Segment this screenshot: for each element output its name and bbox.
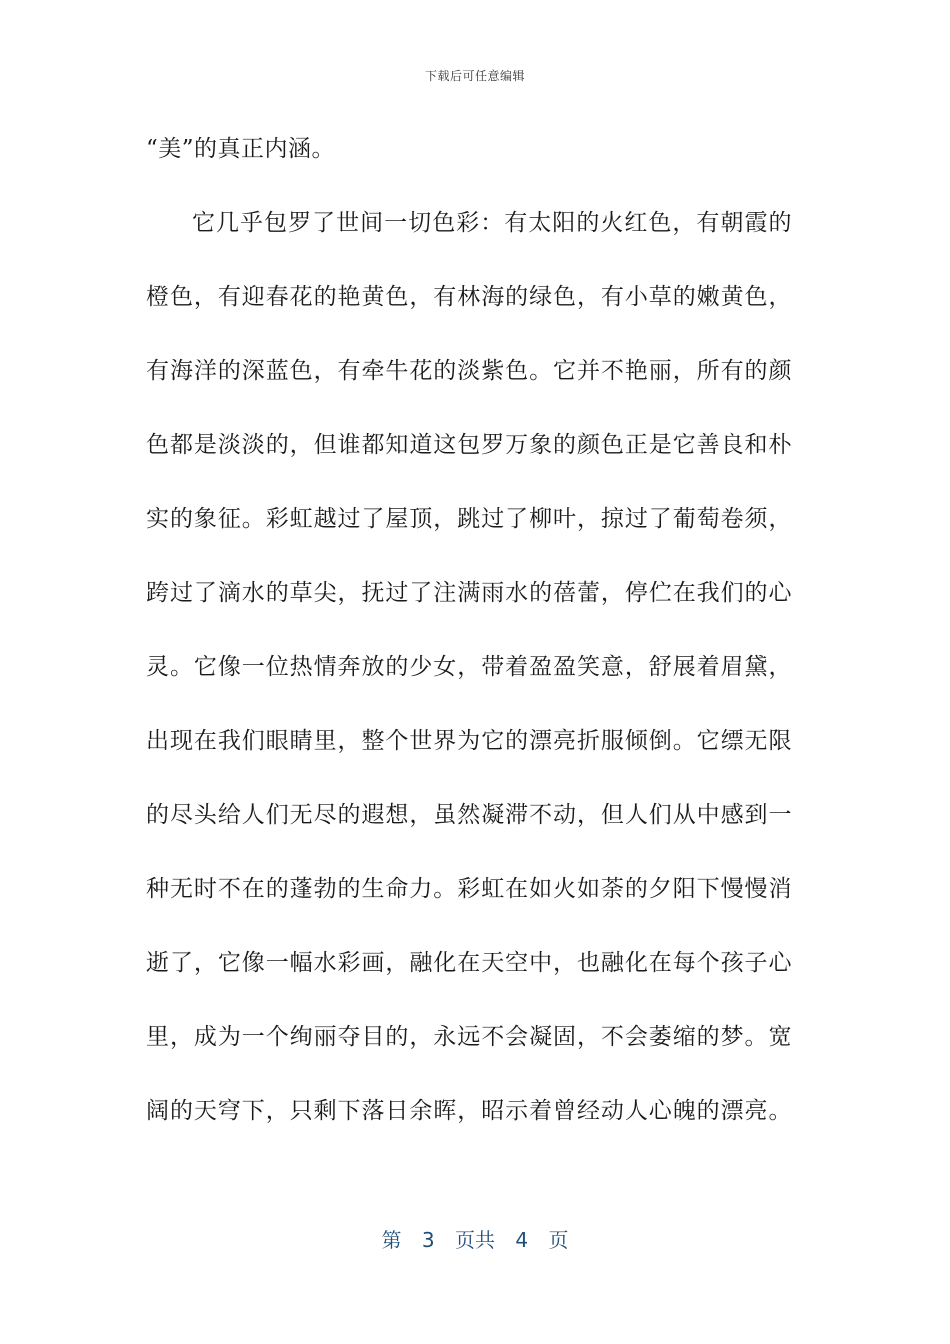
text-line: 灵。它像一位热情奔放的少女，带着盈盈笑意，舒展着眉黛， — [146, 654, 792, 680]
text-line: 实的象征。彩虹越过了屋顶，跳过了柳叶，掠过了葡萄卷须， — [146, 506, 792, 532]
text-line: 色都是淡淡的，但谁都知道这包罗万象的颜色正是它善良和朴 — [146, 432, 792, 458]
current-page: 3 — [421, 1228, 435, 1252]
page-prefix: 第 — [381, 1228, 402, 1252]
text-line: 种无时不在的蓬勃的生命力。彩虹在如火如荼的夕阳下慢慢消 — [146, 876, 792, 902]
text-line: 阔的天穹下，只剩下落日余晖，昭示着曾经动人心魄的漂亮。 — [146, 1098, 792, 1124]
paragraph-first-line: 它几乎包罗了世间一切色彩：有太阳的火红色，有朝霞的 — [192, 210, 792, 236]
page-suffix: 页 — [548, 1228, 569, 1252]
text-line: 的尽头给人们无尽的遐想，虽然凝滞不动，但人们从中感到一 — [146, 802, 792, 828]
text-line: 逝了，它像一幅水彩画，融化在天空中，也融化在每个孩子心 — [146, 950, 792, 976]
total-pages: 4 — [515, 1228, 529, 1252]
text-line: 橙色，有迎春花的艳黄色，有林海的绿色，有小草的嫩黄色， — [146, 284, 792, 310]
text-line: 里，成为一个绚丽夺目的，永远不会凝固，不会萎缩的梦。宽 — [146, 1024, 792, 1050]
text-line: “美”的真正内涵。 — [146, 136, 336, 162]
text-line: 有海洋的深蓝色，有牵牛花的淡紫色。它并不艳丽，所有的颜 — [146, 358, 792, 384]
text-line: 跨过了滴水的草尖，抚过了注满雨水的蓓蕾，停伫在我们的心 — [146, 580, 792, 606]
page-middle: 页共 — [455, 1228, 495, 1252]
header-note: 下载后可任意编辑 — [424, 69, 525, 83]
page-number-footer — [0, 1224, 950, 1253]
text-line: 出现在我们眼睛里，整个世界为它的漂亮折服倾倒。它缥无限 — [146, 728, 792, 754]
document-body — [146, 112, 792, 1148]
